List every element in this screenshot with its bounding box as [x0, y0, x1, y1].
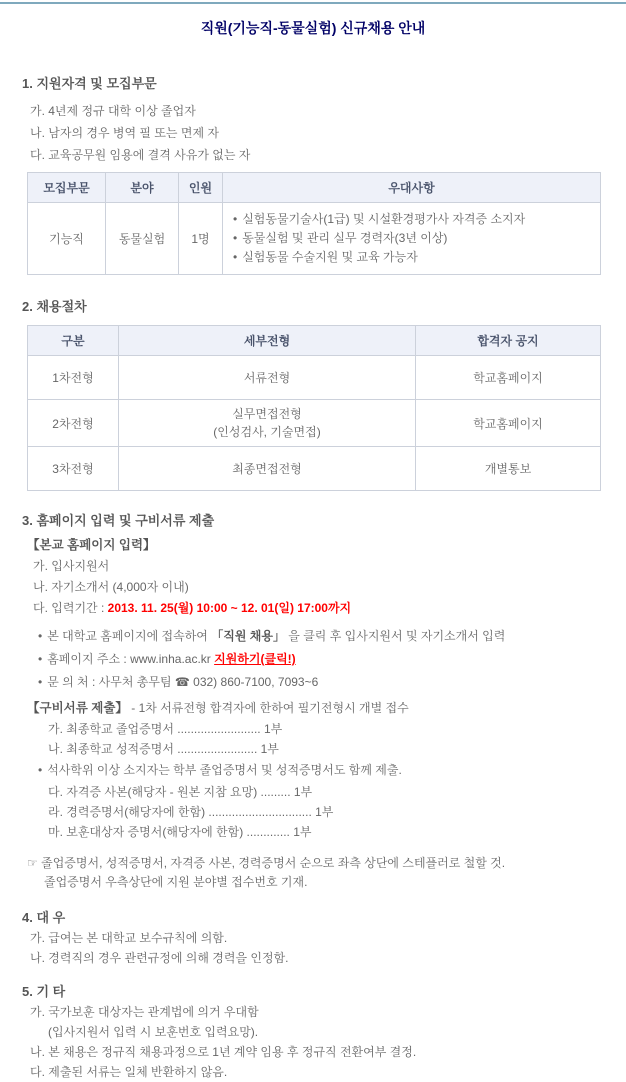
column-header-headcount: 인원 — [179, 173, 223, 203]
document-item-b: 나. 최종학교 성적증명서 ........................ 1부 — [48, 742, 279, 756]
table-row — [28, 203, 601, 275]
preference-text: 실험동물기술사(1급) 및 시설환경평가사 자격증 소지자 — [242, 212, 526, 226]
cell-detail — [119, 356, 416, 400]
column-header-category: 모집부문 — [28, 173, 106, 203]
bullet-icon: • — [233, 250, 238, 264]
stapler-note-line1 — [27, 854, 626, 873]
etc-item-a: 가. 국가보훈 대상자는 관계법에 의거 우대함 — [30, 1005, 259, 1019]
section4-heading: 4. 대 우 — [22, 910, 66, 925]
section2-heading: 2. 채용절차 — [22, 299, 87, 314]
etc-item-a-continuation: (입사지원서 입력 시 보훈번호 입력요망). — [48, 1025, 259, 1039]
bullet-icon: • — [233, 231, 238, 245]
cell-notice: 학교홈페이지 — [416, 400, 601, 447]
apply-link[interactable]: 지원하기(클릭!) — [214, 652, 296, 666]
documents-subheading-rest: - 1차 서류전형 합격자에 한하여 필기전형시 개별 접수 — [127, 701, 409, 715]
preference-text: 실험동물 수술지원 및 교육 가능자 — [242, 250, 418, 264]
table-row — [28, 400, 601, 447]
section3-heading: 3. 홈페이지 입력 및 구비서류 제출 — [22, 513, 215, 528]
document-item-e: 마. 보훈대상자 증명서(해당자에 한함) ............. 1부 — [48, 825, 312, 839]
process-table — [27, 325, 601, 491]
cell-category: 기능직 — [28, 203, 106, 275]
web-input-subheading: 【본교 홈페이지 입력】 — [27, 538, 156, 552]
qualification-item: 다. 교육공무원 임용에 결격 사유가 없는 자 — [30, 148, 251, 162]
column-header-field: 분야 — [106, 173, 179, 203]
bullet-icon: • — [38, 763, 43, 777]
web-note-click — [38, 625, 626, 648]
pointing-hand-icon: ☞ — [27, 856, 38, 870]
preference-item — [233, 210, 590, 229]
documents-subheading: 【구비서류 제출】 — [27, 701, 128, 715]
recruitment-table — [27, 172, 601, 275]
detail-text: 실무면접전형 — [232, 407, 302, 421]
document-item-c: 다. 자격증 사본(해당자 - 원본 지참 요망) ......... 1부 — [48, 785, 313, 799]
cell-notice: 학교홈페이지 — [416, 356, 601, 400]
bullet-icon: • — [38, 629, 43, 643]
cell-detail — [119, 447, 416, 491]
column-header-stage: 구분 — [28, 326, 119, 356]
document-item-d: 라. 경력증명서(해당자에 한함) ............................... 1부 — [48, 805, 334, 819]
note-text: 졸업증명서, 성적증명서, 자격증 사본, 경력증명서 순으로 좌측 상단에 스테플러로 철할 것. — [41, 856, 506, 870]
cell-headcount: 1명 — [179, 203, 223, 275]
detail-text: (인성검사, 기술면접) — [213, 425, 321, 439]
qualification-item: 가. 4년제 정규 대학 이상 졸업자 — [30, 104, 196, 118]
web-note-contact — [38, 671, 626, 694]
cell-field: 동물실험 — [106, 203, 179, 275]
cell-notice: 개별통보 — [416, 447, 601, 491]
web-input-item-c — [33, 598, 626, 619]
table-row — [28, 447, 601, 491]
bullet-icon: • — [233, 212, 238, 226]
documents-subheading-line — [27, 697, 626, 719]
web-note-url — [38, 648, 626, 671]
note-text: 본 대학교 홈페이지에 접속하여 — [47, 629, 212, 643]
column-header-preferences: 우대사항 — [223, 173, 601, 203]
input-period-value: 2013. 11. 25(월) 10:00 ~ 12. 01(일) 17:00까지 — [107, 601, 352, 615]
top-divider — [0, 2, 626, 4]
preference-item — [233, 229, 590, 248]
qualification-item: 나. 남자의 경우 병역 필 또는 면제 자 — [30, 126, 219, 140]
column-header-notice: 합격자 공지 — [416, 326, 601, 356]
detail-text: 최종면접전형 — [232, 461, 302, 476]
preference-item — [233, 248, 590, 267]
etc-item-b: 나. 본 채용은 정규직 채용과정으로 1년 계약 임용 후 정규직 전환여부 결정. — [30, 1045, 417, 1059]
contact-text: 문 의 처 : 사무처 총무팀 — [47, 675, 175, 689]
preference-text: 동물실험 및 관리 실무 경력자(3년 이상) — [242, 231, 448, 245]
stapler-note — [0, 854, 626, 892]
treatment-item: 나. 경력직의 경우 관련규정에 의해 경력을 인정함. — [30, 951, 289, 965]
cell-stage: 1차전형 — [28, 356, 119, 400]
cell-stage: 2차전형 — [28, 400, 119, 447]
cell-detail — [119, 400, 416, 447]
document-item-a: 가. 최종학교 졸업증명서 ......................... 1부 — [48, 722, 283, 736]
bullet-icon: • — [38, 675, 43, 689]
phone-icon: ☎ — [174, 675, 190, 689]
cell-stage: 3차전형 — [28, 447, 119, 491]
phone-number-text: 032) 860-7100, 7093~6 — [189, 675, 319, 689]
treatment-item: 가. 급여는 본 대학교 보수규칙에 의함. — [30, 931, 228, 945]
web-input-item-a: 가. 입사지원서 — [33, 559, 110, 573]
input-period-label: 다. 입력기간 : — [33, 601, 108, 615]
cell-preferences — [223, 203, 601, 275]
section1-heading: 1. 지원자격 및 모집부문 — [22, 76, 157, 91]
section5-heading: 5. 기 타 — [22, 984, 66, 999]
stapler-note-line2: 졸업증명서 우측상단에 지원 분야별 접수번호 기재. — [44, 875, 308, 889]
process-table-header-row — [28, 326, 601, 356]
table-row — [28, 356, 601, 400]
homepage-url-text: 홈페이지 주소 : www.inha.ac.kr — [47, 652, 215, 666]
column-header-detail: 세부전형 — [119, 326, 416, 356]
note-text: 을 클릭 후 입사지원서 및 자기소개서 입력 — [284, 629, 506, 643]
note-text: 석사학위 이상 소지자는 학부 졸업증명서 및 성적증명서도 함께 제출. — [47, 763, 402, 777]
recruitment-table-header-row — [28, 173, 601, 203]
master-degree-note — [38, 759, 626, 782]
etc-item-c: 다. 제출된 서류는 일체 반환하지 않음. — [30, 1065, 228, 1079]
web-input-item-b: 나. 자기소개서 (4,000자 이내) — [33, 580, 189, 594]
detail-text: 서류전형 — [243, 370, 291, 385]
bullet-icon: • — [38, 652, 43, 666]
page-title: 직원(기능직-동물실험) 신규채용 안내 — [200, 20, 426, 36]
menu-label: 「직원 채용」 — [211, 629, 285, 643]
section1-items — [0, 100, 626, 166]
